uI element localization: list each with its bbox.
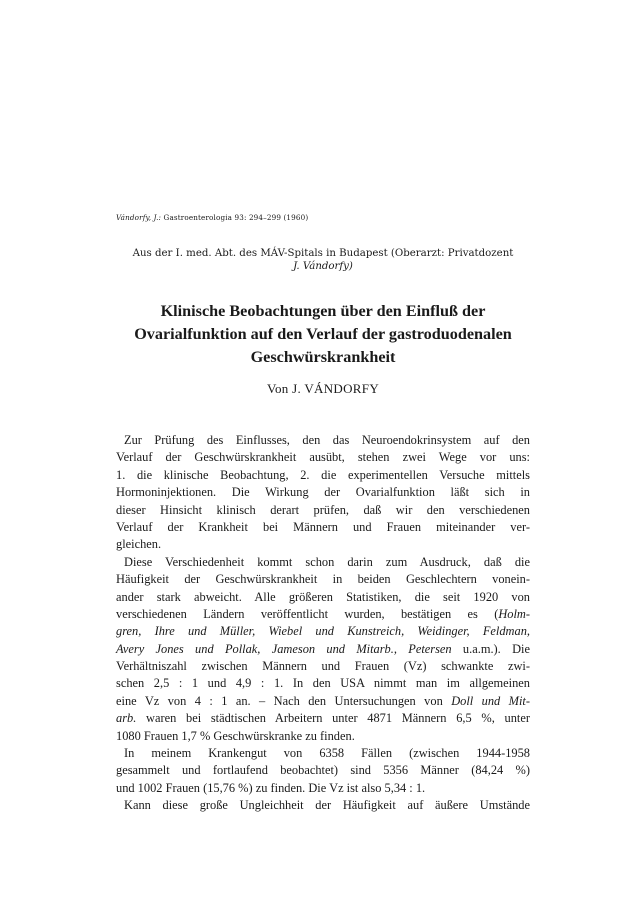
citation-author: Vándorfy, J.: [116, 213, 162, 222]
body-line [116, 745, 530, 762]
affiliation [116, 247, 530, 273]
text-segment: 1. die klinische Beobachtung, 2. die experimentellen Versuche mittels [116, 467, 530, 482]
article-title [100, 300, 546, 369]
text-segment: 1080 Frauen 1,7 % Geschwürskranke zu finden. [116, 728, 355, 743]
text-segment: Zur Prüfung des Einflusses, den das Neuroendokrinsystem auf den [124, 433, 530, 447]
citation-source: Gastroenterologia 93: 294–299 (1960) [161, 213, 309, 222]
text-segment: und 1002 Frauen (15,76 %) zu finden. Die Vz ist also 5,34 : 1. [116, 780, 426, 795]
body-line [116, 797, 530, 814]
text-segment: dieser Hinsicht klinisch derart prüfen, daß wir den verschiedenen [116, 502, 530, 517]
body-line [116, 449, 530, 466]
title-line: Ovarialfunktion auf den Verlauf der gastroduodenalen [134, 325, 512, 343]
text-segment: Häufigkeit der Geschwürskrankheit in beiden Geschlechtern vonein- [116, 572, 530, 587]
body-line [116, 467, 530, 484]
author-byline: Von J. VÁNDORFY [266, 381, 380, 396]
body-line [116, 432, 530, 449]
text-segment: Verlauf der Geschwürskrankheit ausübt, stehen zwei Wege vor uns: [116, 450, 530, 465]
text-segment: Diese Verschiedenheit kommt schon darin zum Ausdruck, daß die [124, 554, 530, 569]
body-line [116, 675, 530, 692]
citation-line [116, 213, 308, 222]
body-line [116, 658, 530, 675]
italic-segment: gren, Ihre und Müller, Wiebel und Kunstreich, Weidinger, Feldman, [116, 624, 530, 639]
body-line [116, 780, 530, 797]
text-segment: Kann diese große Ungleichheit der Häufigkeit auf äußere Umstände [124, 798, 530, 813]
italic-segment: Holm- [498, 606, 530, 621]
title-line: Geschwürskrankheit [250, 348, 396, 366]
text-segment: gleichen. [116, 537, 162, 552]
text-segment: Hormoninjektionen. Die Wirkung der Ovarialfunktion läßt sich in [116, 485, 530, 500]
text-segment: schen 2,5 : 1 und 4,9 : 1. In den USA nimmt man im allgemeinen [116, 676, 530, 691]
text-segment: Verlauf der Krankheit bei Männern und Frauen miteinander ver- [116, 519, 530, 534]
text-segment: ander stark abweicht. Alle größeren Statistiken, die seit 1920 von [116, 589, 530, 604]
text-segment: u.a.m.). Die [451, 641, 530, 656]
body-line [116, 536, 530, 553]
italic-segment: Doll und Mit- [451, 693, 530, 708]
article-body [116, 432, 530, 815]
text-segment: gesammelt und fortlaufend beobachtet) sind 5356 Männer (84,24 %) [116, 763, 530, 778]
body-line [116, 554, 530, 571]
body-line [116, 728, 530, 745]
body-line [116, 623, 530, 640]
body-line [116, 693, 530, 710]
text-segment: verschiedenen Ländern veröffentlicht wurden, bestätigen es ( [116, 606, 499, 621]
body-line [116, 519, 530, 536]
title-line: Klinische Beobachtungen über den Einfluß der [160, 302, 486, 320]
affiliation-text: Aus der I. med. Abt. des MÁV-Spitals in Budapest (Oberarzt: Privatdozent [132, 248, 514, 259]
affiliation-head-name: J. Vándorfy) [293, 261, 353, 272]
body-line [116, 710, 530, 727]
body-line [116, 502, 530, 519]
text-segment: waren bei städtischen Arbeitern unter 4871 Männern 6,5 %, unter [136, 711, 530, 726]
body-line [116, 606, 530, 623]
italic-segment: arb. [116, 711, 137, 726]
text-segment: In meinem Krankengut von 6358 Fällen (zwischen 1944-1958 [124, 746, 530, 761]
text-segment: Verhältniszahl zwischen Männern und Frauen (Vz) schwankte zwi- [116, 659, 530, 674]
text-segment: eine Vz von 4 : 1 an. – Nach den Untersuchungen von [116, 693, 452, 708]
italic-segment: Avery Jones und Pollak, Jameson und Mitarb., Petersen [116, 641, 452, 656]
body-line [116, 589, 530, 606]
body-line [116, 762, 530, 779]
body-line [116, 641, 530, 658]
body-line [116, 484, 530, 501]
body-line [116, 571, 530, 588]
